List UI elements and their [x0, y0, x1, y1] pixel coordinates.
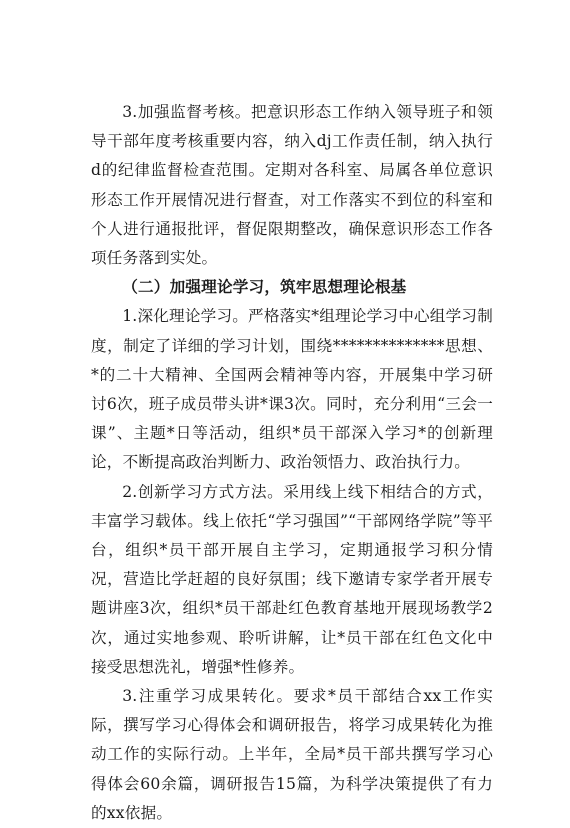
paragraph-deepen-theory-study: 1.深化理论学习。严格落实*组理论学习中心组学习制度，制定了详细的学习计划，围绕**************思想、*的二十大精神、全国两会精神等内容，开展集中学习研讨6次，班子成员带头讲*课3次。同时，充分利用“三会一课”、主题*日等活动，组织*员干部深入学习*的创新理论，不断提高政治判断力、政治领悟力、政治执行力。 [91, 307, 493, 472]
paragraph-study-results-transformation: 3.注重学习成果转化。要求*员干部结合xx工作实际，撰写学习心得体会和调研报告，将学习成果转化为推动工作的实际行动。上半年，全局*员干部共撰写学习心得体会60余篇，调研报告15篇，为科学决策提供了有力的xx依据。 [91, 687, 493, 822]
paragraph-supervision-assessment: 3.加强监督考核。把意识形态工作纳入领导班子和领导干部年度考核重要内容，纳入dj工作责任制，纳入执行d的纪律监督检查范围。定期对各科室、局属各单位意识形态工作开展情况进行督查，对工作落实不到位的科室和个人进行通报批评，督促限期整改，确保意识形态工作各项任务落到实处。 [91, 103, 493, 268]
document-body [91, 98, 493, 828]
paragraph-innovate-study-methods: 2.创新学习方式方法。采用线上线下相结合的方式，丰富学习载体。线上依托“学习强国”“干部网络学院”等平台，组织*员干部开展自主学习，定期通报学习积分情况，营造比学赶超的良好氛围；线下邀请专家学者开展专题讲座3次，组织*员干部赴红色教育基地开展现场教学2次，通过实地参观、聆听讲解，让*员干部在红色文化中接受思想洗礼，增强*性修养。 [91, 482, 493, 676]
section-heading-theory-study: （二）加强理论学习，筑牢思想理论根基 [122, 278, 407, 297]
